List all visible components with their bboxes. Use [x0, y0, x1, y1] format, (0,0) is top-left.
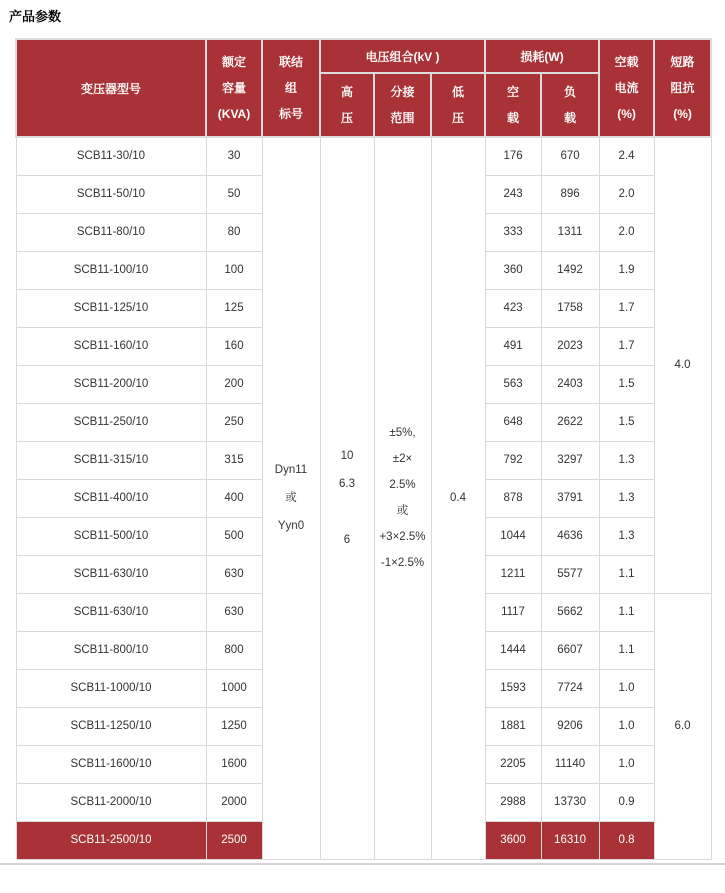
model-cell: SCB11-100/10 [16, 251, 206, 289]
capacity-cell: 250 [206, 403, 262, 441]
model-cell: SCB11-1250/10 [16, 707, 206, 745]
capacity-cell: 2000 [206, 783, 262, 821]
noload-loss-cell: 333 [485, 213, 541, 251]
model-cell: SCB11-630/10 [16, 555, 206, 593]
hv-line: 6.3 [339, 478, 355, 491]
capacity-cell: 315 [206, 441, 262, 479]
header-voltage-combination-group: 电压组合(kV ) [320, 39, 485, 73]
load-loss-cell: 7724 [541, 669, 599, 707]
noload-current-cell: 0.9 [599, 783, 654, 821]
model-cell: SCB11-160/10 [16, 327, 206, 365]
noload-current-cell: 1.0 [599, 745, 654, 783]
header-tap-line: 分接 [390, 85, 415, 99]
noload-loss-cell: 1117 [485, 593, 541, 631]
noload-loss-cell: 491 [485, 327, 541, 365]
load-loss-cell: 3297 [541, 441, 599, 479]
noload-loss-cell: 878 [485, 479, 541, 517]
header-capacity-line: (KVA) [217, 107, 251, 121]
noload-loss-cell: 1211 [485, 555, 541, 593]
header-impedance [654, 39, 711, 137]
model-cell: SCB11-200/10 [16, 365, 206, 403]
noload-current-cell: 1.1 [599, 593, 654, 631]
model-cell: SCB11-500/10 [16, 517, 206, 555]
impedance-cell: 6.0 [654, 593, 711, 859]
capacity-cell: 160 [206, 327, 262, 365]
model-cell: SCB11-315/10 [16, 441, 206, 479]
connection-line: 或 [285, 492, 297, 505]
capacity-cell: 80 [206, 213, 262, 251]
header-hv-line: 压 [340, 111, 353, 125]
header-noload-current-line: 电流 [614, 81, 639, 95]
load-loss-cell: 2023 [541, 327, 599, 365]
hv-line: 10 [340, 450, 354, 463]
noload-loss-cell: 176 [485, 137, 541, 175]
model-cell: SCB11-800/10 [16, 631, 206, 669]
impedance-cell: 4.0 [654, 137, 711, 593]
high-voltage-cell [320, 137, 374, 859]
header-load-line: 负 [564, 85, 577, 99]
noload-current-cell: 1.0 [599, 669, 654, 707]
header-noload-current [599, 39, 654, 137]
header-tap-line: 范围 [390, 111, 415, 125]
table-row [16, 137, 711, 175]
load-loss-cell: 896 [541, 175, 599, 213]
load-loss-cell: 9206 [541, 707, 599, 745]
noload-current-cell: 1.7 [599, 289, 654, 327]
tap-line: ±5%, [389, 427, 416, 440]
noload-loss-cell: 792 [485, 441, 541, 479]
capacity-cell: 400 [206, 479, 262, 517]
header-lv-line: 压 [452, 111, 465, 125]
load-loss-cell: 5577 [541, 555, 599, 593]
header-impedance-line: 阻抗 [670, 81, 695, 95]
noload-loss-cell: 423 [485, 289, 541, 327]
noload-current-cell: 2.0 [599, 175, 654, 213]
noload-loss-cell: 1881 [485, 707, 541, 745]
noload-loss-cell: 3600 [485, 821, 541, 859]
capacity-cell: 1600 [206, 745, 262, 783]
header-lv-line: 低 [452, 85, 465, 99]
noload-loss-cell: 2988 [485, 783, 541, 821]
capacity-cell: 200 [206, 365, 262, 403]
header-noload-line: 空 [507, 85, 520, 99]
product-parameters-table [15, 38, 712, 860]
hv-line: 6 [343, 534, 351, 547]
noload-loss-cell: 360 [485, 251, 541, 289]
header-capacity-line: 容量 [221, 81, 246, 95]
capacity-cell: 630 [206, 593, 262, 631]
model-cell: SCB11-630/10 [16, 593, 206, 631]
header-hv-line: 高 [340, 85, 353, 99]
tap-line: +3×2.5% [379, 531, 426, 544]
load-loss-cell: 16310 [541, 821, 599, 859]
noload-current-cell: 1.7 [599, 327, 654, 365]
tap-line: 2.5% [389, 479, 416, 492]
load-loss-cell: 1492 [541, 251, 599, 289]
header-load-loss [541, 73, 599, 137]
tap-range-cell [374, 137, 431, 859]
model-cell: SCB11-50/10 [16, 175, 206, 213]
header-low-voltage [431, 73, 485, 137]
noload-current-cell: 2.0 [599, 213, 654, 251]
load-loss-cell: 1311 [541, 213, 599, 251]
model-cell: SCB11-80/10 [16, 213, 206, 251]
connection-group-cell [262, 137, 320, 859]
capacity-cell: 500 [206, 517, 262, 555]
load-loss-cell: 1758 [541, 289, 599, 327]
noload-loss-cell: 648 [485, 403, 541, 441]
noload-current-cell: 1.9 [599, 251, 654, 289]
header-high-voltage [320, 73, 374, 137]
model-cell: SCB11-400/10 [16, 479, 206, 517]
table-header [16, 39, 711, 137]
noload-loss-cell: 1593 [485, 669, 541, 707]
noload-current-cell: 1.1 [599, 555, 654, 593]
noload-current-cell: 1.5 [599, 403, 654, 441]
noload-current-cell: 0.8 [599, 821, 654, 859]
header-load-line: 载 [564, 111, 577, 125]
header-connection-line: 标号 [278, 107, 303, 121]
low-voltage-cell: 0.4 [431, 137, 485, 859]
header-capacity [206, 39, 262, 137]
noload-loss-cell: 2205 [485, 745, 541, 783]
model-cell: SCB11-125/10 [16, 289, 206, 327]
header-impedance-line: (%) [673, 107, 692, 121]
noload-loss-cell: 1444 [485, 631, 541, 669]
header-row-top [16, 39, 711, 73]
noload-current-cell: 1.3 [599, 479, 654, 517]
noload-loss-cell: 563 [485, 365, 541, 403]
header-model: 变压器型号 [16, 39, 206, 137]
capacity-cell: 100 [206, 251, 262, 289]
noload-current-cell: 1.3 [599, 441, 654, 479]
header-loss-group: 损耗(W) [485, 39, 599, 73]
capacity-cell: 800 [206, 631, 262, 669]
noload-current-cell: 1.1 [599, 631, 654, 669]
tap-line: ±2× [392, 453, 413, 466]
model-cell: SCB11-1600/10 [16, 745, 206, 783]
tap-line: 或 [396, 505, 409, 518]
capacity-cell: 1000 [206, 669, 262, 707]
header-noload-current-line: 空载 [614, 55, 639, 69]
header-connection-group [262, 39, 320, 137]
noload-loss-cell: 1044 [485, 517, 541, 555]
model-cell: SCB11-30/10 [16, 137, 206, 175]
load-loss-cell: 670 [541, 137, 599, 175]
header-impedance-line: 短路 [670, 55, 695, 69]
capacity-cell: 50 [206, 175, 262, 213]
page-title: 产品参数 [9, 9, 62, 24]
capacity-cell: 30 [206, 137, 262, 175]
header-noload-current-line: (%) [617, 107, 636, 121]
load-loss-cell: 11140 [541, 745, 599, 783]
model-cell: SCB11-2000/10 [16, 783, 206, 821]
header-noload-line: 载 [507, 111, 520, 125]
capacity-cell: 1250 [206, 707, 262, 745]
capacity-cell: 630 [206, 555, 262, 593]
noload-loss-cell: 243 [485, 175, 541, 213]
connection-line: Dyn11 [274, 464, 308, 477]
table-body [16, 137, 711, 859]
connection-line: Yyn0 [277, 520, 305, 533]
noload-current-cell: 1.3 [599, 517, 654, 555]
header-capacity-line: 额定 [221, 55, 246, 69]
model-cell: SCB11-250/10 [16, 403, 206, 441]
capacity-cell: 125 [206, 289, 262, 327]
load-loss-cell: 2403 [541, 365, 599, 403]
model-cell: SCB11-2500/10 [16, 821, 206, 859]
header-noload-loss [485, 73, 541, 137]
hv-line [339, 498, 355, 526]
noload-current-cell: 2.4 [599, 137, 654, 175]
load-loss-cell: 6607 [541, 631, 599, 669]
tap-line: -1×2.5% [380, 557, 425, 570]
load-loss-cell: 5662 [541, 593, 599, 631]
load-loss-cell: 3791 [541, 479, 599, 517]
page-bottom-divider [0, 863, 725, 865]
header-connection-line: 组 [284, 81, 297, 95]
header-connection-line: 联结 [278, 55, 303, 69]
load-loss-cell: 13730 [541, 783, 599, 821]
header-tap-range [374, 73, 431, 137]
load-loss-cell: 4636 [541, 517, 599, 555]
model-cell: SCB11-1000/10 [16, 669, 206, 707]
load-loss-cell: 2622 [541, 403, 599, 441]
noload-current-cell: 1.0 [599, 707, 654, 745]
capacity-cell: 2500 [206, 821, 262, 859]
noload-current-cell: 1.5 [599, 365, 654, 403]
